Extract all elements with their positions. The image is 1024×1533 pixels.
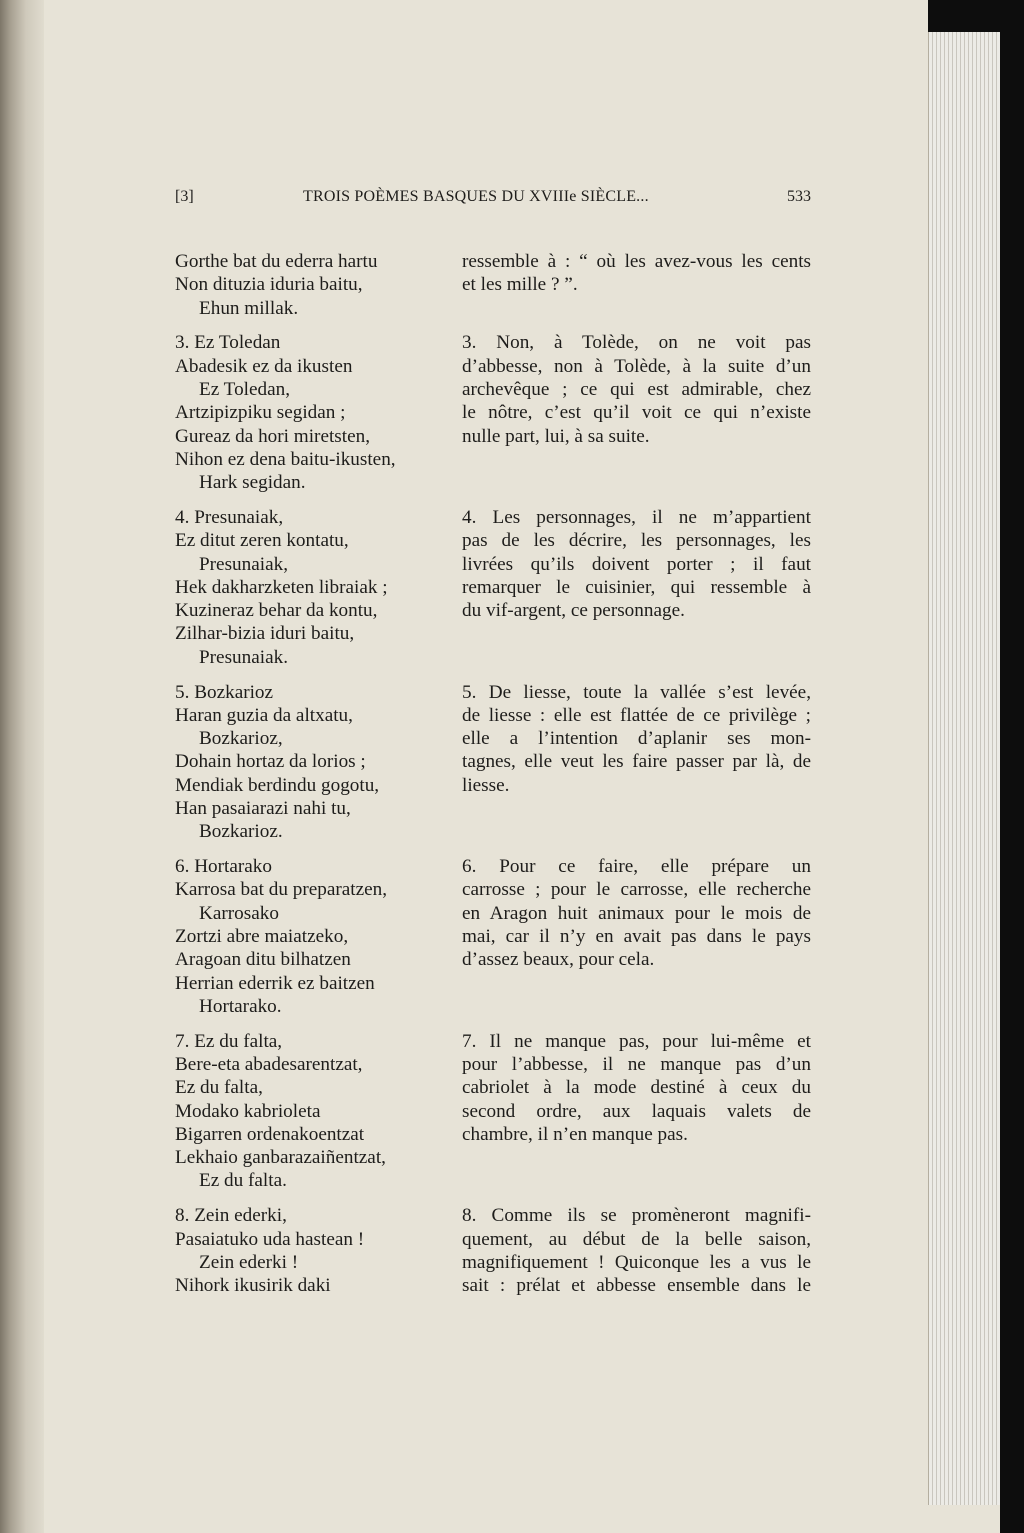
translation-line: chambre, il n’en manque pas. bbox=[462, 1123, 688, 1145]
translation-line: sait : prélat et abbesse ensemble dans le bbox=[462, 1275, 811, 1297]
french-translation bbox=[462, 331, 811, 494]
translation-line: mai, car il n’y en avait pas dans le pays bbox=[462, 926, 811, 948]
verse-line: Ez Toledan, bbox=[199, 378, 291, 400]
basque-verse bbox=[175, 250, 462, 320]
running-header bbox=[175, 188, 811, 212]
page-edges bbox=[928, 30, 1001, 1505]
verse-line: Pasaiatuko uda hastean ! bbox=[175, 1228, 365, 1250]
french-translation bbox=[462, 681, 811, 844]
translation-line: 5. De liesse, toute la vallée s’est levée, bbox=[462, 681, 811, 703]
translation-line: tagnes, elle veut les faire passer par là, de bbox=[462, 751, 811, 773]
french-translation bbox=[462, 506, 811, 669]
translation-line: 6. Pour ce faire, elle prépare un bbox=[462, 856, 811, 878]
verse-line: Artzipizpiku segidan ; bbox=[175, 402, 346, 424]
page-number: 533 bbox=[787, 188, 811, 205]
french-translation bbox=[462, 250, 811, 320]
french-translation bbox=[462, 855, 811, 1018]
verse-line: Nihon ez dena baitu-ikusten, bbox=[175, 448, 396, 470]
stanza bbox=[175, 1030, 811, 1193]
verse-line: Hark segidan. bbox=[199, 472, 306, 494]
verse-line: Bozkarioz. bbox=[199, 821, 283, 843]
translation-line: 4. Les personnages, il ne m’appartient bbox=[462, 506, 811, 528]
stanza bbox=[175, 855, 811, 1018]
verse-line: Presunaiak, bbox=[199, 553, 288, 575]
translation-line: du vif-argent, ce personnage. bbox=[462, 600, 685, 622]
verse-line: 7. Ez du falta, bbox=[175, 1030, 283, 1052]
book-gutter bbox=[0, 0, 44, 1533]
verse-line: Bigarren ordenakoentzat bbox=[175, 1123, 365, 1145]
verse-line: Herrian ederrik ez baitzen bbox=[175, 972, 375, 994]
translation-line: 8. Comme ils se promèneront magnifi- bbox=[462, 1205, 811, 1227]
verse-line: Abadesik ez da ikusten bbox=[175, 355, 353, 377]
verse-line: 8. Zein ederki, bbox=[175, 1205, 287, 1227]
translation-line: quement, au début de la belle saison, bbox=[462, 1228, 811, 1250]
translation-line: d’abbesse, non à Tolède, à la suite d’un bbox=[462, 355, 811, 377]
basque-verse bbox=[175, 506, 462, 669]
running-title: TROIS POÈMES BASQUES DU XVIIIe SIÈCLE... bbox=[303, 188, 649, 205]
french-translation bbox=[462, 1204, 811, 1297]
basque-verse bbox=[175, 681, 462, 844]
stanza bbox=[175, 681, 811, 844]
translation-line: 7. Il ne manque pas, pour lui-même et bbox=[462, 1030, 811, 1052]
verse-line: Karrosako bbox=[199, 902, 279, 924]
french-translation bbox=[462, 1030, 811, 1193]
basque-verse bbox=[175, 1030, 462, 1193]
basque-verse bbox=[175, 331, 462, 494]
verse-line: Mendiak berdindu gogotu, bbox=[175, 774, 380, 796]
verse-line: Dohain hortaz da lorios ; bbox=[175, 751, 366, 773]
verse-line: 3. Ez Toledan bbox=[175, 332, 281, 354]
verse-line: Ehun millak. bbox=[199, 297, 299, 319]
translation-line: de liesse : elle est flattée de ce privilège ; bbox=[462, 704, 811, 726]
verse-line: Modako kabrioleta bbox=[175, 1100, 321, 1122]
verse-line: Ez du falta, bbox=[175, 1077, 263, 1099]
verse-line: Hek dakharzketen libraiak ; bbox=[175, 576, 388, 598]
verse-line: Bozkarioz, bbox=[199, 728, 283, 750]
stanza bbox=[175, 331, 811, 494]
verse-line: Zortzi abre maiatzeko, bbox=[175, 926, 349, 948]
translation-line: second ordre, aux laquais valets de bbox=[462, 1100, 811, 1122]
stanza bbox=[175, 250, 811, 320]
verse-line: Gureaz da hori miretsten, bbox=[175, 425, 370, 447]
section-number: [3] bbox=[175, 188, 194, 205]
verse-line: Zein ederki ! bbox=[199, 1251, 299, 1273]
verse-line: Nihork ikusirik daki bbox=[175, 1275, 331, 1297]
verse-line: Hortarako. bbox=[199, 995, 282, 1017]
verse-line: Zilhar-bizia iduri baitu, bbox=[175, 623, 355, 645]
stanza bbox=[175, 506, 811, 669]
book-page bbox=[44, 0, 928, 1533]
verse-line: Gorthe bat du ederra hartu bbox=[175, 251, 378, 272]
verse-line: 6. Hortarako bbox=[175, 856, 272, 878]
translation-line: cabriolet à la mode destiné à ceux du bbox=[462, 1077, 811, 1099]
verse-line: 4. Presunaiak, bbox=[175, 506, 284, 528]
translation-line: le nôtre, c’est qu’il voit ce qui n’existe bbox=[462, 402, 811, 424]
verse-line: Karrosa bat du preparatzen, bbox=[175, 879, 388, 901]
scan-background bbox=[1000, 0, 1024, 1533]
verse-line: Lekhaio ganbarazaiñentzat, bbox=[175, 1147, 386, 1169]
verse-line: Han pasaiarazi nahi tu, bbox=[175, 798, 351, 820]
verse-line: Bere-eta abadesarentzat, bbox=[175, 1054, 363, 1075]
translation-line: pas de les décrire, les personnages, les bbox=[462, 530, 811, 552]
translation-line: pour l’abbesse, il ne manque pas d’un bbox=[462, 1054, 811, 1075]
verse-line: Non dituzia iduria baitu, bbox=[175, 274, 363, 296]
translation-line: remarquer le cuisinier, qui ressemble à bbox=[462, 576, 811, 598]
translation-line: archevêque ; ce qui est admirable, chez bbox=[462, 378, 811, 400]
verse-line: Presunaiak. bbox=[199, 646, 288, 668]
translation-line: d’assez beaux, pour cela. bbox=[462, 949, 655, 971]
verse-line: Ez du falta. bbox=[199, 1170, 287, 1192]
translation-line: et les mille ? ”. bbox=[462, 274, 578, 296]
translation-line: en Aragon huit animaux pour le mois de bbox=[462, 902, 811, 924]
translation-line: elle a l’intention d’aplanir ses mon- bbox=[462, 728, 811, 750]
poem-body bbox=[175, 250, 811, 1309]
verse-line: 5. Bozkarioz bbox=[175, 681, 274, 703]
basque-verse bbox=[175, 1204, 462, 1297]
translation-line: livrées qu’ils doivent porter ; il faut bbox=[462, 553, 811, 575]
verse-line: Kuzineraz behar da kontu, bbox=[175, 600, 378, 622]
translation-line: carrosse ; pour le carrosse, elle recherche bbox=[462, 879, 811, 901]
translation-line: ressemble à : “ où les avez-vous les cents bbox=[462, 251, 811, 272]
stanza bbox=[175, 1204, 811, 1297]
verse-line: Ez ditut zeren kontatu, bbox=[175, 530, 349, 552]
verse-line: Haran guzia da altxatu, bbox=[175, 704, 353, 726]
translation-line: liesse. bbox=[462, 774, 510, 796]
basque-verse bbox=[175, 855, 462, 1018]
translation-line: magnifiquement ! Quiconque les a vus le bbox=[462, 1251, 811, 1273]
translation-line: 3. Non, à Tolède, on ne voit pas bbox=[462, 332, 811, 354]
verse-line: Aragoan ditu bilhatzen bbox=[175, 949, 351, 971]
translation-line: nulle part, lui, à sa suite. bbox=[462, 425, 650, 447]
